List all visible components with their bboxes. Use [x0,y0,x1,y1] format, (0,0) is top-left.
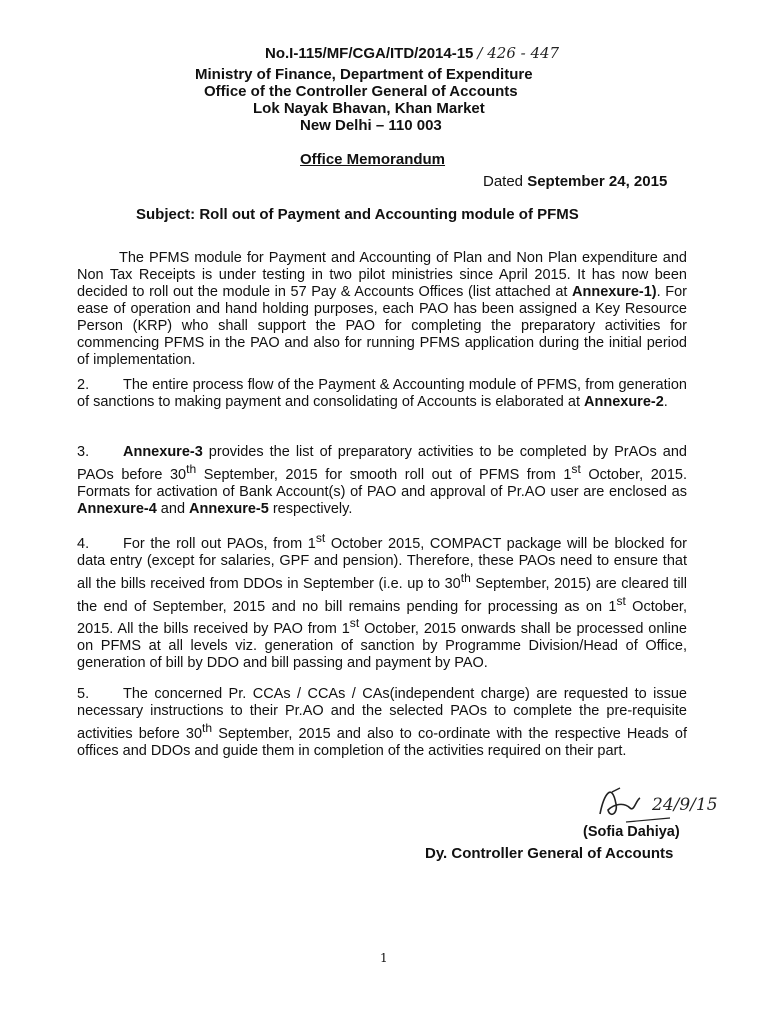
paragraph-5: 5. The concerned Pr. CCAs / CCAs / CAs(independent charge) are requested to issue necessary instructions to their Pr.AO and the selected PAOs to complete the pre-requisite activities before 30th September, 2015 and also to co-ordinate with the respective Heads of offices and DDOs and guide them in completion of the activities required on their part. [77,686,687,759]
page-number: 1 [380,951,388,965]
address-line-1: Lok Nayak Bhavan, Khan Market [253,100,485,117]
signatory-name: (Sofia Dahiya) [583,824,680,840]
signature-date: 24/9/15 [652,795,718,815]
reference-number-text: No.I-115/MF/CGA/ITD/2014-15 [265,45,474,62]
address-line-2: New Delhi – 110 003 [300,117,442,134]
paragraph-3: 3. Annexure-3 provides the list of preparatory activities to be completed by PrAOs and PAOs before 30th September, 2015 for smooth roll out of PFMS from 1st October, 2015. Formats for activation of Bank Account(s) of PAO and approval of Pr.AO user are enclosed as Annexure-4 and Annexure-5 respectively. [77,444,687,517]
handwritten-reference: / 426 - 447 [477,44,560,62]
paragraph-1: The PFMS module for Payment and Accounting of Plan and Non Plan expenditure and Non Tax Receipts is under testing in two pilot ministries since April 2015. It has now been decided to roll out the module in 57 Pay & Accounts Offices (list attached at Annexure-1). For ease of operation and hand holding purposes, each PAO has been assigned a Key Resource Person (KRP) who shall support the PAO for completing the preparatory activities for commencing PFMS in the PAO and also for running PFMS application during the initial period of implementation. [77,250,687,368]
memo-date [483,173,667,190]
date-value: September 24, 2015 [527,173,668,190]
dated-label: Dated [483,173,524,190]
memo-title: Office Memorandum [300,151,446,168]
office-line: Office of the Controller General of Accounts [204,83,518,100]
signatory-designation: Dy. Controller General of Accounts [425,845,674,862]
ministry-line: Ministry of Finance, Department of Expenditure [195,66,533,83]
paragraph-4: 4. For the roll out PAOs, from 1st October 2015, COMPACT package will be blocked for data entry (except for salaries, GPF and pension). Therefore, these PAOs need to ensure that all the bills received from DDOs in September (i.e. up to 30th September, 2015) are cleared till the end of September, 2015 and no bill remains pending for processing as on 1st October, 2015. All the bills received by PAO from 1st October, 2015 onwards shall be processed online on PFMS at all levels viz. generation of sanction by Programme Division/Head of Office, generation of bill by DDO and bill passing and payment by PAO. [77,531,687,672]
paragraph-2: 2. The entire process flow of the Payment & Accounting module of PFMS, from generation of sanctions to making payment and consolidating of Accounts is elaborated at Annexure-2. [77,377,687,410]
memo-subject: Subject: Roll out of Payment and Accounting module of PFMS [136,206,579,223]
reference-number [265,45,559,62]
